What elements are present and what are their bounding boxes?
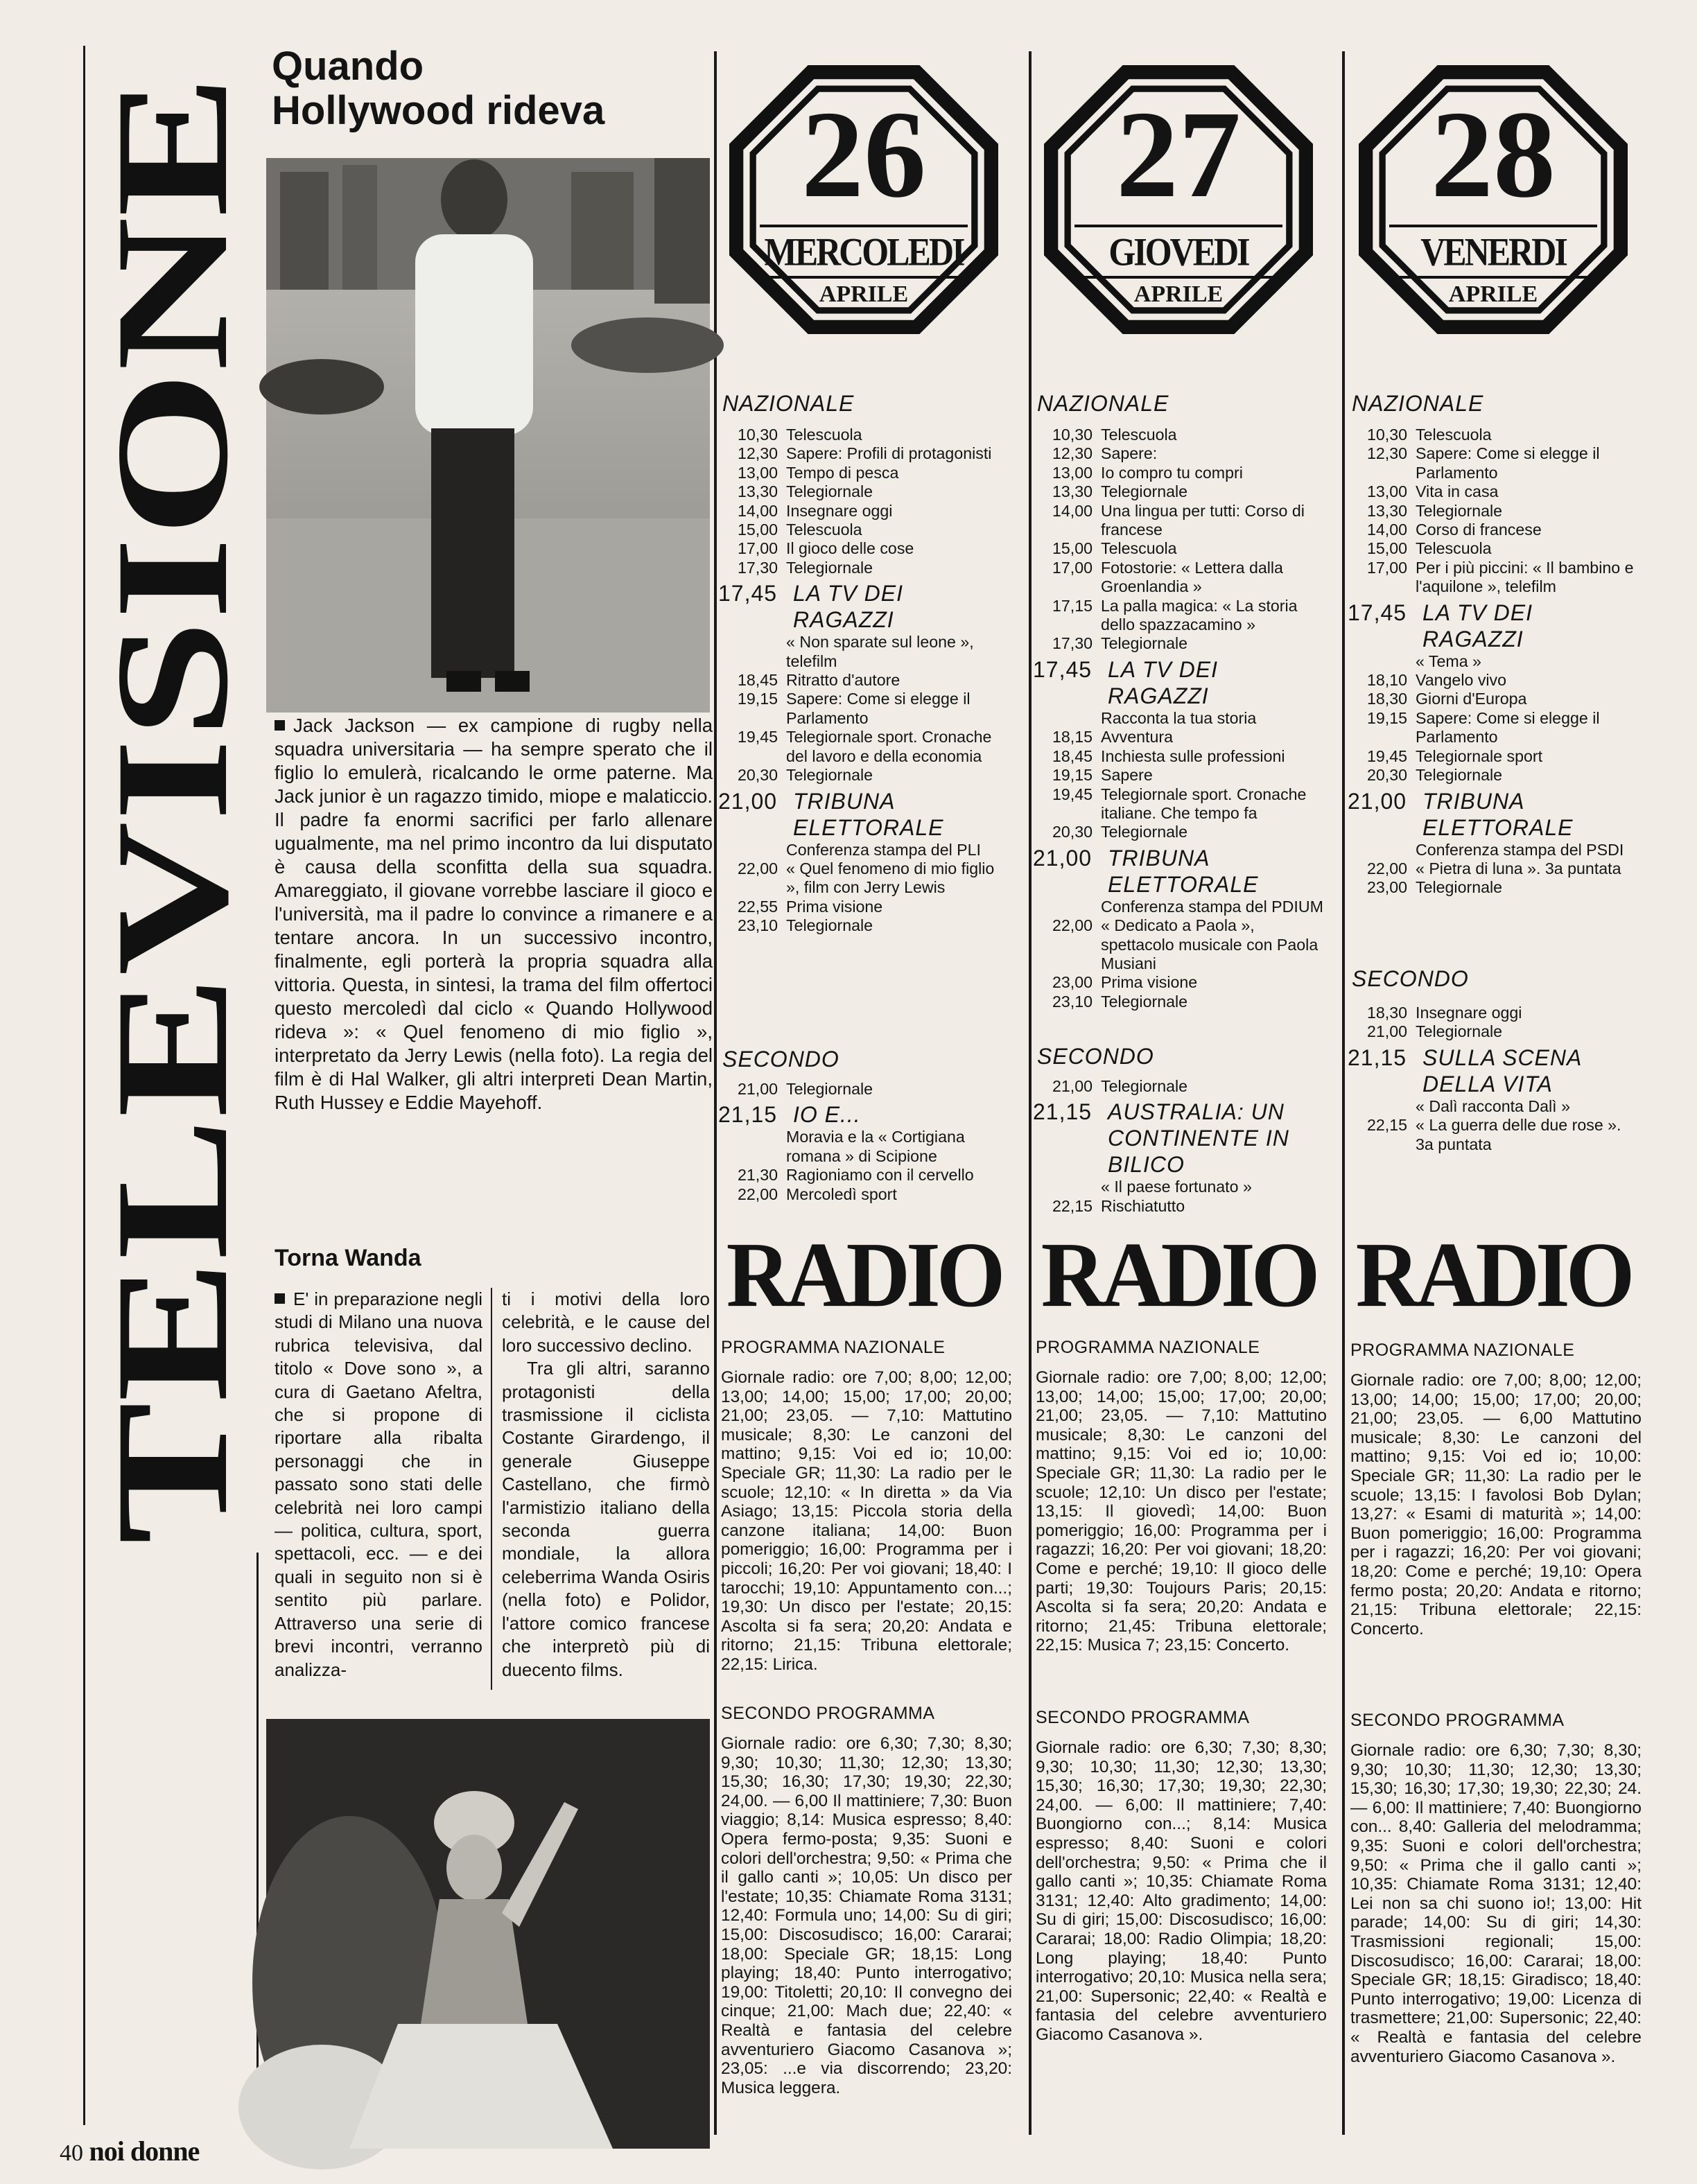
- schedule-title: Avventura: [1101, 728, 1173, 746]
- schedule-row: [718, 841, 1009, 859]
- schedule-time: 13,00: [1052, 463, 1093, 482]
- schedule-time: 12,30: [737, 444, 778, 463]
- schedule-row: [718, 633, 1009, 671]
- schedule-row: [718, 728, 1009, 766]
- schedule-row: [1033, 823, 1324, 841]
- schedule-time: 22,00: [1366, 859, 1407, 877]
- rule-article: [256, 1553, 259, 2128]
- schedule-time: 15,00: [1052, 539, 1093, 558]
- schedule-time: 18,45: [1052, 746, 1093, 765]
- schedule-time: [1348, 1097, 1416, 1116]
- rule-day2: [1029, 51, 1032, 2135]
- schedule-title: Telegiornale: [786, 482, 873, 501]
- page-number: 40: [60, 2140, 83, 2166]
- schedule-time: 19,45: [1052, 785, 1093, 803]
- schedule-time: 19,45: [737, 728, 778, 746]
- wanda-col2-p1: ti i motivi della loro celebrità, e le cause del loro successivo declino.: [502, 1288, 710, 1356]
- schedule-row: [718, 1185, 1009, 1204]
- schedule-time: 20,30: [737, 766, 778, 785]
- schedule-time: 23,10: [1052, 992, 1093, 1011]
- schedule-secondo: [1348, 1004, 1639, 1154]
- schedule-nazionale: [1348, 426, 1639, 898]
- schedule-title: Insegnare oggi: [786, 501, 893, 520]
- schedule-time: 13,30: [1366, 501, 1407, 520]
- schedule-title: Telegiornale sport. Cronache italiane. Che tempo fa: [1101, 785, 1307, 822]
- schedule-title: Telegiornale: [1101, 823, 1188, 841]
- schedule-row: [1348, 841, 1639, 859]
- schedule-secondo: [718, 1080, 1009, 1204]
- schedule-title: Io compro tu compri: [1101, 463, 1243, 482]
- schedule-row: [1033, 482, 1324, 501]
- schedule-row: [1348, 1045, 1639, 1097]
- schedule-title: Telescuola: [786, 521, 862, 539]
- schedule-time: [1033, 1178, 1101, 1196]
- schedule-title: LA TV DEI RAGAZZI: [793, 581, 903, 633]
- schedule-time: 17,00: [1052, 558, 1093, 577]
- schedule-title: Corso di francese: [1416, 521, 1542, 539]
- schedule-title: Telegiornale: [786, 1080, 873, 1098]
- date-badge: [1033, 53, 1324, 351]
- schedule-title: Una lingua per tutti: Corso di francese: [1101, 501, 1305, 539]
- schedule-title: Vangelo vivo: [1416, 671, 1507, 690]
- date-weekday: VENERDI: [1420, 229, 1566, 274]
- schedule-row: [1033, 426, 1324, 444]
- radio-programma-nazionale-text: Giornale radio: ore 7,00; 8,00; 12,00; 13,00; 14,00; 15,00; 17,00; 20,00; 21,00; 23,05. — 6,00 Mattutino musicale; 8,30: Le canzoni del mattino; 9,15: Voi ed io; 10,00: Speciale GR; 11,30: La radio per le scuole; 13,15: I favolosi Bob Dylan; 13,27: « Esami di maturità »; 14,00: Buon pomeriggio; 16,00: Programma per i ragazzi; 16,20: Per voi giovani; 18,20: Come e perché; 19,10: Opera fermo posta; 20,20: Andata e ritorno; 21,15: Tribuna elettorale; 22,15: Concerto.: [1350, 1371, 1642, 1639]
- schedule-title: Telegiornale: [1101, 634, 1188, 653]
- schedule-row: [1033, 444, 1324, 463]
- channel-nazionale: NAZIONALE: [1037, 391, 1169, 416]
- radio-programma-nazionale-heading: PROGRAMMA NAZIONALE: [721, 1338, 946, 1357]
- schedule-row: [718, 788, 1009, 841]
- schedule-title: IO E...: [793, 1102, 861, 1128]
- schedule-title: Telegiornale: [1416, 501, 1503, 520]
- schedule-time: [1348, 652, 1416, 671]
- schedule-row: [1348, 1097, 1639, 1116]
- date-number: 26: [801, 85, 926, 223]
- schedule-title: Prima visione: [786, 897, 883, 916]
- footer: [60, 2135, 199, 2167]
- schedule-time: 21,30: [737, 1166, 778, 1185]
- schedule-title: Telegiornale: [1101, 992, 1188, 1011]
- headline: [272, 44, 715, 133]
- schedule-title: Ragioniamo con il cervello: [786, 1166, 974, 1185]
- schedule-row: [1033, 993, 1324, 1011]
- date-month: APRILE: [819, 281, 909, 307]
- bullet-square: [275, 720, 285, 731]
- schedule-time: 17,45: [1033, 656, 1093, 682]
- schedule-time: 23,00: [1366, 878, 1407, 897]
- radio-secondo-programma-heading: SECONDO PROGRAMMA: [721, 1704, 935, 1723]
- schedule-row: [1033, 539, 1324, 558]
- schedule-title: Telescuola: [1101, 539, 1177, 558]
- schedule-title: Telegiornale: [1101, 1077, 1188, 1095]
- schedule-title: « Non sparate sul leone », telefilm: [786, 633, 974, 670]
- schedule-time: 18,10: [1366, 671, 1407, 690]
- schedule-time: 21,00: [718, 788, 778, 814]
- schedule-title: Sapere: Profili di protagonisti: [786, 444, 992, 463]
- article-wanda-col1: [275, 1288, 482, 1681]
- schedule-title: « Pietra di luna ». 3a puntata: [1416, 859, 1621, 877]
- schedule-title: Ritratto d'autore: [786, 671, 900, 690]
- photo-wanda-osiris: [266, 1719, 710, 2149]
- schedule-time: 14,00: [737, 501, 778, 520]
- schedule-time: 20,30: [1052, 823, 1093, 841]
- schedule-time: 21,00: [1348, 788, 1407, 814]
- schedule-row: [1033, 766, 1324, 785]
- schedule-title: Conferenza stampa del PLI: [786, 840, 981, 859]
- rule-day3: [1342, 51, 1345, 2135]
- schedule-title: TRIBUNA ELETTORALE: [1422, 788, 1574, 840]
- schedule-row: [1348, 559, 1639, 597]
- schedule-time: 13,30: [1052, 482, 1093, 501]
- schedule-nazionale: [1033, 426, 1324, 1011]
- schedule-row: [1033, 916, 1324, 973]
- schedule-time: 17,45: [718, 581, 778, 606]
- schedule-title: Insegnare oggi: [1416, 1004, 1522, 1022]
- schedule-row: [718, 766, 1009, 785]
- schedule-time: 18,15: [1052, 728, 1093, 746]
- schedule-time: 18,30: [1366, 1004, 1407, 1022]
- rule-wanda: [491, 1288, 492, 1690]
- schedule-title: AUSTRALIA: UN CONTINENTE IN BILICO: [1108, 1099, 1289, 1178]
- schedule-time: 19,15: [1366, 708, 1407, 727]
- schedule-title: Sapere: [1101, 766, 1153, 785]
- channel-secondo: SECONDO: [1037, 1044, 1154, 1069]
- schedule-time: 14,00: [1052, 501, 1093, 520]
- schedule-row: [718, 916, 1009, 935]
- schedule-row: [718, 1128, 1009, 1166]
- schedule-time: 13,00: [737, 463, 778, 482]
- schedule-row: [1033, 709, 1324, 728]
- schedule-title: Giorni d'Europa: [1416, 690, 1527, 708]
- schedule-row: [718, 521, 1009, 539]
- schedule-title: « Dedicato a Paola », spettacolo musicale con Paola Musiani: [1101, 916, 1319, 972]
- schedule-time: 10,30: [1052, 426, 1093, 444]
- schedule-row: [1033, 656, 1324, 709]
- schedule-row: [1033, 845, 1324, 898]
- schedule-title: Telegiornale: [786, 558, 873, 577]
- schedule-row: [718, 580, 1009, 633]
- schedule-title: Fotostorie: « Lettera dalla Groenlandia »: [1101, 558, 1283, 596]
- schedule-time: 21,00: [1366, 1022, 1407, 1041]
- schedule-title: Per i più piccini: « Il bambino e l'aquilone », telefilm: [1416, 558, 1634, 596]
- schedule-title: Rischiatutto: [1101, 1196, 1185, 1215]
- article-main-text: Jack Jackson — ex campione di rugby nella squadra universitaria — ha sempre sperato che il figlio lo emulerà, ricalcando le orme paterne. Ma Jack junior è un ragazzo timido, miope e malaticcio. Il padre fa enormi sacrifici per farlo allenare ugualmente, ma nel primo incontro da lui disputato è causa della sconfitta della sua squadra. Amareggiato, il giovane vorrebbe lasciare il gioco e l'università, ma il padre lo convince a rimanere e a tentare ancora. In un successivo incontro, finalmente, egli porterà la propria squadra alla vittoria. Questa, in sintesi, la trama del film offertoci questo mercoledì dal ciclo « Quando Hollywood rideva »: « Quel fenomeno di mio figlio », interpretato da Jerry Lewis (nella foto). La regia del film è di Hal Walker, gli altri interpreti Dean Martin, Ruth Hussey e Eddie Mayehoff.: [275, 715, 713, 1113]
- schedule-time: 22,00: [737, 859, 778, 877]
- schedule-title: Mercoledì sport: [786, 1185, 897, 1203]
- schedule-time: 13,00: [1366, 482, 1407, 501]
- schedule-row: [718, 464, 1009, 482]
- channel-nazionale: NAZIONALE: [722, 391, 855, 416]
- article-main: [275, 714, 713, 1115]
- radio-secondo-programma-heading: SECONDO PROGRAMMA: [1036, 1708, 1250, 1727]
- schedule-time: 20,30: [1366, 766, 1407, 785]
- schedule-time: 19,15: [1052, 766, 1093, 785]
- date-badge: [1348, 53, 1639, 351]
- schedule-row: [1033, 502, 1324, 540]
- schedule-time: 21,00: [1052, 1077, 1093, 1095]
- subheading-torna-wanda: Torna Wanda: [275, 1245, 421, 1271]
- schedule-title: Sapere:: [1101, 444, 1158, 463]
- date-month: APRILE: [1448, 281, 1538, 307]
- schedule-title: Telegiornale: [786, 916, 873, 935]
- schedule-title: TRIBUNA ELETTORALE: [793, 788, 944, 840]
- schedule-row: [1348, 671, 1639, 690]
- schedule-row: [1033, 597, 1324, 635]
- schedule-title: Il gioco delle cose: [786, 539, 914, 558]
- schedule-row: [718, 1166, 1009, 1185]
- schedule-time: 22,00: [737, 1185, 778, 1203]
- date-weekday: GIOVEDI: [1108, 229, 1248, 274]
- radio-heading: RADIO: [1355, 1223, 1631, 1327]
- schedule-title: SULLA SCENA DELLA VITA: [1422, 1045, 1582, 1097]
- schedule-time: 13,30: [737, 482, 778, 501]
- schedule-time: 12,30: [1366, 444, 1407, 463]
- schedule-title: Inchiesta sulle professioni: [1101, 746, 1285, 765]
- schedule-row: [1348, 539, 1639, 558]
- schedule-title: Telegiornale sport. Cronache del lavoro e della economia: [786, 728, 992, 765]
- schedule-time: 22,00: [1052, 916, 1093, 935]
- radio-programma-nazionale-text: Giornale radio: ore 7,00; 8,00; 12,00; 13,00; 14,00; 15,00; 17,00; 20,00; 21,00; 23,05. — 7,10: Mattutino musicale; 8,30: Le canzoni del mattino; 9,15: Voi ed io; 10,00: Speciale GR; 11,30: La radio per le scuole; 12,10: Un disco per l'estate; 13,15: Il giovedì; 14,00: Buon pomeriggio; 16,00: Programma per i ragazzi; 16,20: Per voi giovani; 18,20: Come e perché; 19,10: Il gioco delle parti; 19,30: Toujours Paris; 20,15: Ascolta si fa sera; 20,20: Andata e ritorno; 21,45: Tribuna elettorale; 22,15: Musica 7; 23,15: Concerto.: [1036, 1368, 1327, 1655]
- article-wanda-col2: [502, 1288, 710, 1681]
- schedule-title: Telescuola: [1416, 539, 1492, 558]
- schedule-row: [1348, 859, 1639, 878]
- schedule-time: [1033, 709, 1101, 728]
- schedule-row: [1348, 444, 1639, 482]
- section-label-text: TELEVISIONE: [83, 828, 262, 1544]
- schedule-time: 10,30: [737, 426, 778, 444]
- schedule-time: 17,15: [1052, 596, 1093, 615]
- schedule-title: Vita in casa: [1416, 482, 1499, 501]
- schedule-time: 21,00: [1033, 845, 1093, 871]
- radio-heading: RADIO: [1041, 1223, 1316, 1327]
- schedule-title: Telescuola: [1416, 426, 1492, 444]
- headline-line2: Hollywood rideva: [272, 88, 605, 133]
- schedule-row: [1348, 426, 1639, 444]
- wanda-col2-p2: Tra gli altri, saranno protagonisti della trasmissione il ciclista Costante Girardengo, il generale Giuseppe Castellano, che firmò l'armistizio italiano della seconda guerra mondiale, la allora celeberrima Wanda Osiris (nella foto) e Polidor, l'attore comico francese che interpretò più di duecento films.: [502, 1358, 710, 1680]
- radio-secondo-programma-text: Giornale radio: ore 6,30; 7,30; 8,30; 9,30; 10,30; 11,30; 12,30; 13,30; 15,30; 16,30; 17,30; 19,30; 22,30; 24. — 6,00: Il mattiniere; 7,40: Buongiorno con... 8,40: Galleria del melodramma; 9,35: Suoni e colori dell'orchestra; 9,50: « Prima che il gallo canti »; 10,35: Chiamate Roma 3131; 12,40: Lei non sa chi suono io!; 13,00: Hit parade; 14,00: Su di giri; 14,30: Trasmissioni regionali; 15,00: Discosudisco; 16,00: Cararai; 18,00: Speciale GR; 18,15: Giradisco; 18,40: Punto interrogativo; 19,00: Licenza di trasmettere; 21,00: Supersonic; 22,40: « Realtà e fantasia del celebre avventuriero Giacomo Casanova ».: [1350, 1741, 1642, 2066]
- radio-programma-nazionale-heading: PROGRAMMA NAZIONALE: [1036, 1338, 1260, 1357]
- schedule-row: [1033, 1197, 1324, 1216]
- schedule-title: Conferenza stampa del PDIUM: [1101, 897, 1323, 916]
- photo-jerry-lewis: [266, 158, 710, 713]
- schedule-row: [1348, 1116, 1639, 1154]
- schedule-row: [1348, 521, 1639, 539]
- schedule-row: [1348, 1004, 1639, 1022]
- schedule-title: Telegiornale: [786, 766, 873, 785]
- schedule-title: Sapere: Come si elegge il Parlamento: [1416, 444, 1600, 482]
- schedule-time: 21,15: [1033, 1099, 1093, 1125]
- schedule-time: [718, 1128, 786, 1166]
- schedule-title: Tempo di pesca: [786, 463, 899, 482]
- schedule-title: Sapere: Come si elegge il Parlamento: [1416, 708, 1600, 746]
- schedule-title: Telegiornale: [1416, 1022, 1503, 1041]
- schedule-time: [718, 841, 786, 859]
- magazine-name: noi donne: [89, 2135, 200, 2167]
- schedule-row: [718, 559, 1009, 577]
- schedule-time: 12,30: [1052, 444, 1093, 463]
- schedule-row: [718, 482, 1009, 501]
- schedule-row: [718, 502, 1009, 521]
- schedule-time: 22,15: [1052, 1196, 1093, 1215]
- schedule-time: 22,55: [737, 897, 778, 916]
- schedule-title: TRIBUNA ELETTORALE: [1108, 845, 1259, 897]
- schedule-row: [1348, 747, 1639, 766]
- schedule-row: [1348, 600, 1639, 652]
- schedule-row: [1033, 973, 1324, 992]
- radio-secondo-programma-text: Giornale radio: ore 6,30; 7,30; 8,30; 9,30; 10,30; 11,30; 12,30; 13,30; 15,30; 16,30; 17,30; 19,30; 22,30; 24,00. — 6,00 Il mattiniere; 7,30: Buon viaggio; 8,14: Musica espresso; 8,40: Opera fermo-posta; 9,35: Suoni e colori dell'orchestra; 9,50: « Prima che il gallo canti »; 10,05: Un disco per l'estate; 10,35: Chiamate Roma 3131; 12,40: Formula uno; 14,00: Su di giri; 15,00: Discosudisco; 16,00: Cararai; 18,00: Speciale GR; 18,15: Long playing; 18,40: Punto interrogativo; 19,00: Titoletti; 20,10: Il convegno dei cinque; 21,00: Mach due; 22,40: « Realtà e fantasia del celebre avventuriero Giacomo Casanova »; 23,05: ...e via discorrendo; 23,20: Musica leggera.: [721, 1734, 1012, 2097]
- date-weekday: MERCOLEDI: [764, 229, 964, 274]
- schedule-title: « Tema »: [1416, 652, 1481, 670]
- radio-heading: RADIO: [726, 1223, 1002, 1327]
- schedule-row: [1348, 482, 1639, 501]
- schedule-row: [1033, 634, 1324, 653]
- schedule-row: [1348, 788, 1639, 841]
- schedule-time: [718, 633, 786, 671]
- schedule-title: LA TV DEI RAGAZZI: [1108, 656, 1218, 708]
- schedule-row: [1348, 690, 1639, 708]
- schedule-time: 17,30: [737, 558, 778, 577]
- schedule-title: Telegiornale: [1416, 766, 1503, 785]
- schedule-row: [1033, 1077, 1324, 1096]
- schedule-row: [718, 1101, 1009, 1128]
- schedule-time: 22,15: [1366, 1116, 1407, 1135]
- date-number: 27: [1116, 85, 1241, 223]
- radio-programma-nazionale-text: Giornale radio: ore 7,00; 8,00; 12,00; 13,00; 14,00; 15,00; 17,00; 20,00; 21,00; 23,05. — 7,10: Mattutino musicale; 8,30: Le canzoni del mattino; 9,15: Voi ed io; 10,00: Speciale GR; 11,30: La radio per le scuole; 12,10: « In diretta » da Via Asiago; 13,15: Piccola storia della canzone italiana; 14,00: Buon pomeriggio; 16,00: Programma per i piccoli; 16,20: Per voi giovani; 18,40: I tarocchi; 19,10: Appuntamento con...; 19,30: Un disco per l'estate; 20,15: Ascolta si fa sera; 20,20: Andata e ritorno; 21,15: Tribuna elettorale; 22,15: Lirica.: [721, 1368, 1012, 1674]
- schedule-nazionale: [718, 426, 1009, 936]
- schedule-time: 19,15: [737, 690, 778, 708]
- headline-line1: Quando: [272, 44, 424, 89]
- schedule-row: [1033, 898, 1324, 916]
- schedule-time: 21,00: [737, 1080, 778, 1098]
- schedule-row: [1348, 878, 1639, 897]
- schedule-title: « La guerra delle due rose ». 3a puntata: [1416, 1116, 1621, 1153]
- date-month: APRILE: [1133, 281, 1224, 307]
- schedule-row: [718, 671, 1009, 690]
- schedule-time: 17,30: [1052, 634, 1093, 653]
- schedule-title: « Quel fenomeno di mio figlio », film con Jerry Lewis: [786, 859, 995, 897]
- schedule-time: 15,00: [1366, 539, 1407, 558]
- schedule-time: 18,30: [1366, 690, 1407, 708]
- radio-secondo-programma-heading: SECONDO PROGRAMMA: [1350, 1711, 1565, 1730]
- schedule-title: Telegiornale: [1416, 878, 1503, 897]
- schedule-time: 17,00: [737, 539, 778, 558]
- schedule-row: [1033, 785, 1324, 823]
- schedule-row: [1033, 559, 1324, 597]
- schedule-title: Telegiornale sport: [1416, 746, 1543, 765]
- schedule-title: Telescuola: [786, 426, 862, 444]
- schedule-time: [1348, 841, 1416, 859]
- schedule-title: Sapere: Come si elegge il Parlamento: [786, 690, 971, 727]
- schedule-time: 14,00: [1366, 521, 1407, 539]
- schedule-title: Telegiornale: [1101, 482, 1188, 501]
- schedule-row: [1033, 747, 1324, 766]
- schedule-row: [718, 1080, 1009, 1099]
- schedule-time: [1033, 898, 1101, 916]
- schedule-title: Conferenza stampa del PSDI: [1416, 840, 1624, 859]
- schedule-row: [718, 444, 1009, 463]
- schedule-title: « Il paese fortunato »: [1101, 1178, 1252, 1196]
- schedule-time: 15,00: [737, 521, 778, 539]
- schedule-title: LA TV DEI RAGAZZI: [1422, 600, 1533, 652]
- schedule-time: 21,15: [718, 1102, 778, 1128]
- date-badge: [718, 53, 1009, 351]
- schedule-time: 23,00: [1052, 973, 1093, 992]
- channel-secondo: SECONDO: [1352, 966, 1469, 991]
- schedule-row: [1348, 766, 1639, 785]
- bullet-square: [275, 1293, 285, 1304]
- section-label: [78, 54, 262, 1565]
- channel-nazionale: NAZIONALE: [1352, 391, 1484, 416]
- schedule-row: [1348, 652, 1639, 671]
- schedule-time: 10,30: [1366, 426, 1407, 444]
- schedule-time: 21,15: [1348, 1045, 1407, 1070]
- schedule-title: Moravia e la « Cortigiana romana » di Scipione: [786, 1128, 965, 1165]
- schedule-time: 23,10: [737, 916, 778, 935]
- date-number: 28: [1431, 85, 1556, 223]
- schedule-title: Telescuola: [1101, 426, 1177, 444]
- schedule-row: [1033, 464, 1324, 482]
- schedule-row: [1348, 1022, 1639, 1041]
- schedule-row: [718, 859, 1009, 898]
- channel-secondo: SECONDO: [722, 1047, 839, 1072]
- schedule-row: [718, 539, 1009, 558]
- schedule-time: 17,00: [1366, 558, 1407, 577]
- schedule-secondo: [1033, 1077, 1324, 1216]
- radio-programma-nazionale-heading: PROGRAMMA NAZIONALE: [1350, 1340, 1575, 1360]
- schedule-title: « Dalì racconta Dalì »: [1416, 1097, 1570, 1115]
- radio-secondo-programma-text: Giornale radio: ore 6,30; 7,30; 8,30; 9,30; 10,30; 11,30; 12,30; 13,30; 15,30; 16,30; 17,30; 19,30; 22,30; 24,00. — 6,00: Il mattiniere; 7,40: Buongiorno con...; 8,14: Musica espresso; 8,40: Suoni e colori dell'orchestra; 9,50: « Prima che il gallo canti »; 10,35: Chiamate Roma 3131; 12,40: Alto gradimento; 14,00: Su di giri; 15,00: Discosudisco; 16,00: Cararai; 18,00: Radio Olimpia; 18,20: Long playing; 18,40: Punto interrogativo; 20,10: Musica nella sera; 21,00: Supersonic; 22,40: « Realtà e fantasia del celebre avventuriero Giacomo Casanova ».: [1036, 1738, 1327, 2044]
- schedule-row: [1348, 502, 1639, 521]
- schedule-time: 19,45: [1366, 746, 1407, 765]
- schedule-row: [718, 690, 1009, 728]
- schedule-row: [1033, 1178, 1324, 1196]
- schedule-title: La palla magica: « La storia dello spazzacamino »: [1101, 596, 1298, 634]
- schedule-time: 17,45: [1348, 600, 1407, 625]
- schedule-row: [1033, 728, 1324, 746]
- schedule-time: 18,45: [737, 671, 778, 690]
- wanda-col1-text: E' in preparazione negli studi di Milano una nuova rubrica televisiva, dal titolo « Dove sono », a cura di Gaetano Afeltra, che si propone di riportare alla ribalta personaggi che in passato sono stati delle celebrità nei loro campi — politica, cultura, sport, spettacoli, ecc. — e dei quali in seguito non si è sentito più parlare. Attraverso una serie di brevi incontri, verranno analizza-: [275, 1288, 482, 1680]
- schedule-row: [1348, 709, 1639, 747]
- schedule-row: [718, 426, 1009, 444]
- schedule-row: [1033, 1099, 1324, 1178]
- schedule-title: Prima visione: [1101, 973, 1198, 992]
- rule-day1: [714, 51, 717, 2135]
- schedule-title: Racconta la tua storia: [1101, 708, 1257, 727]
- schedule-row: [718, 898, 1009, 916]
